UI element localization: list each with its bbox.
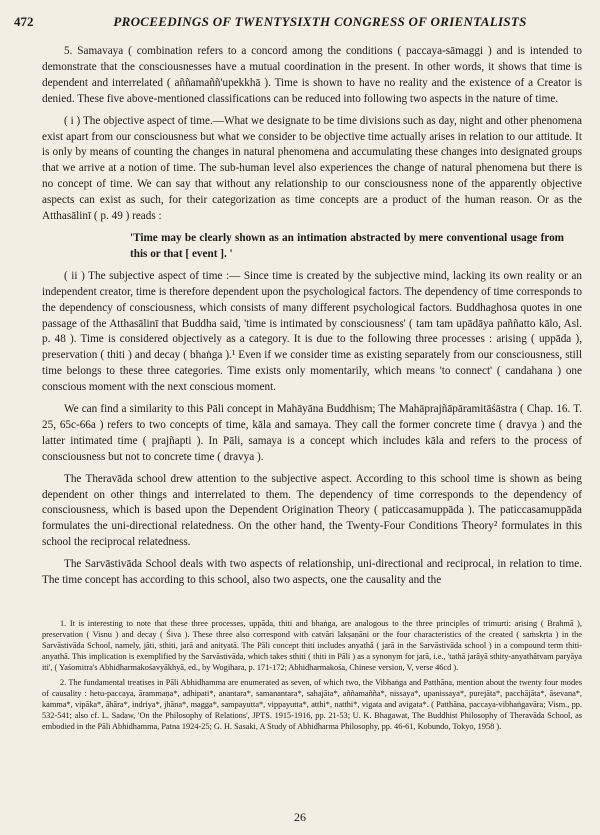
paragraph-mahayana: We can find a similarity to this Pāli concept in Mahāyāna Buddhism; The Mahāprajñāpāramitāśāstra ( Chap. 16. T. 25, 65c-66a ) refers to two concepts of time, kāla and samaya. They call the former concrete time ( dravya ) and the latter intimated time ( prajñapti ). In Pāli, samaya is a concept which includes kāla and refers to the process of consciousness but not to concrete time ( dravya ). bbox=[42, 403, 582, 463]
running-title: PROCEEDINGS OF TWENTYSIXTH CONGRESS OF ORIENTALISTS bbox=[113, 14, 527, 29]
body-text bbox=[42, 44, 582, 595]
paragraph-subjective-aspect: ( ii ) The subjective aspect of time :— Since time is created by the subjective mind, lacking its own reality or an independent creator, time is therefore dependent upon the psychological factors. The dependency of time corresponds to the dependency of consciousness, which consists of many different psychological factors. Buddhaghosa quotes in one passage of the Atthasālinī that Buddha said, 'time is intimated by consciousness' ( tam tam upādāya paññatto kālo, Asl. p. 48 ). Time is considered objectively as a category. It is due to the following three processes : arising ( uppāda ), preservation ( thiti ) and decay ( bhaṅga ).¹ Even if we consider time as existing separately from our consciousness, still time belongs to these three categories. Time exists only momentarily, which means 'to connect' ( candahana ) one conscious moment with the next conscious moment. bbox=[42, 269, 582, 394]
footnotes bbox=[42, 618, 582, 736]
paragraph-samavaya: 5. Samavaya ( combination refers to a concord among the conditions ( paccaya-sāmaggi ) and is intended to demonstrate that the consciousnesses have a mutual coordination in the present. In other words, it shows that time is dependent and interrelated ( aññamaññ'upekkhā ). Time is shown to have no reality and the existence of a Creator is denied. These five above-mentioned classifications can be reduced into following two aspects in the nature of time. bbox=[42, 45, 582, 105]
page-number: 472 bbox=[14, 14, 34, 29]
footnote-2: 2. The fundamental treatises in Pāli Abhidhamma are enumerated as seven, of which two, the Vibhaṅga and Patthāna, mention about the twenty four modes of causality : hetu-paccaya, ārammaṇa*, adhipati*, anantara*, samanantara*, sahajāta*, aññamañña*, nissaya*, upanissaya*, purejāta*, pacchājāta*, āsevana*, kamma*, vipāka*, āhāra*, indriya*, jhāna*, magga*, sampayutta*, vippayutta*, atthi*, natthi*, vigata and avigata*. ( Patthāna, paccaya-vibhaṅgavāra; Vism., pp. 532-541; also cf. L. Sadaw, 'On the Philosophy of Relations', JPTS. 1915-1916, pp. 21-53; U. K. Bhagawat, The Buddhist Philosophy of Theravāda School, as embodied in the Pāli Abhidhamma, Patna 1924-25; G. H. Sasaki, A Study of Abhidharma Philosophy, pp. 46-61, Kobundo, Tokyo, 1958 ). bbox=[42, 678, 582, 731]
paragraph-theravada: The Theravāda school drew attention to the subjective aspect. According to this school time is shown as being dependent on other things and interrelated to them. The dependency of time corresponds to the dependency of consciousness, which is based upon the Dependent Origination Theory ( paticcasamuppāda ). The paticcasamuppāda formulates the uni-directional relatedness. On the other hand, the Twenty-Four Conditions Theory² formulates in this school the reciprocal relatedness. bbox=[42, 472, 582, 549]
block-quote: 'Time may be clearly shown as an intimation abstracted by mere conventional usage from this or that [ event ]. ' bbox=[130, 231, 564, 260]
paragraph-objective-aspect: ( i ) The objective aspect of time.—What we designate to be time divisions such as day, night and other phenomena exist apart from our consciousness but what we consider to be objective time actually arises in relation to our attitude. It is only by means of counting the changes in natural phenomena and accumulating these changes into designated groups that we arrive at a notion of time. The sub-human level also experiences the change of natural phenomena but there is no concept of time. We can say that without any relationship to our consciousness none of the apparently objective aspects can exist as such, for their categorization as time concepts are a product of the human reason. Or as the Atthasālinī ( p. 49 ) reads : bbox=[42, 114, 582, 223]
paragraph-sarvastivada: The Sarvāstivāda School deals with two aspects of relationship, uni-directional and reciprocal, in relation to time. The time concept has according to this school, also two aspects, one the causality and the bbox=[42, 558, 582, 587]
folio-number: 26 bbox=[294, 810, 306, 824]
page-header bbox=[14, 14, 586, 36]
footnote-1: 1. It is interesting to note that these three processes, uppāda, thiti and bhaṅga, are analogous to the three principles of trimurti: arising ( Brahmā ), preservation ( Visnu ) and decay ( Śiva ). These three also correspond with catvāri lakṣaṇāni or the four characteristics of the created ( saṁskṛta ) in the Sarvāstivāda School, namely, jāti, sthiti, jarā and anityatā. The Pāli concept thiti includes anyathā ( jarā in the Sarvāstivāda school ) in a compound term thiti-anyathā. This implication is exemplified by the Sarvāstivāda, which takes sthiti ( thiti in Pāli ) as a synonym for jarā, i.e., 'tathā jarāyā sthity-anyathātvam paryāya iti', ( Yaśomitra's Abhidharmakośavyākhyā, ed., by Wogihara, p. 171-172; Abhidharmakośa, Chinese version, V, verse 46cd ). bbox=[42, 619, 582, 672]
